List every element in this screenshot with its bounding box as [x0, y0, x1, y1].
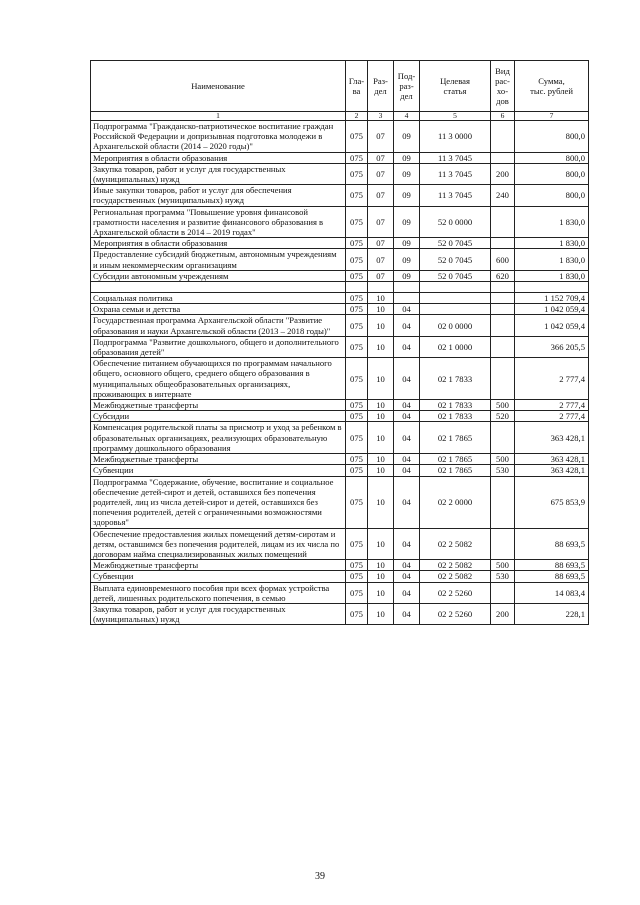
- row-subsection: 04: [394, 476, 420, 528]
- row-chapter: 075: [346, 304, 368, 315]
- table-body: [91, 121, 589, 625]
- table-row: [91, 465, 589, 476]
- row-sum: 800,0: [515, 121, 589, 153]
- row-expense: [491, 238, 515, 249]
- row-expense: 530: [491, 465, 515, 476]
- row-chapter: 075: [346, 465, 368, 476]
- row-name: Региональная программа "Повышение уровня финансовой грамотности населения и развитие финансового образования в Архангельской области в 2014 – 2019 годах": [91, 206, 346, 238]
- header-name: Наименование: [91, 61, 346, 112]
- row-section: 10: [368, 358, 394, 400]
- row-target: 02 0 0000: [420, 315, 491, 336]
- row-name: Выплата единовременного пособия при всех формах устройства детей, лишенных родительского попечения, в семью: [91, 582, 346, 603]
- row-subsection: 04: [394, 582, 420, 603]
- row-name: Компенсация родительской платы за присмотр и уход за ребенком в образовательных организациях, реализующих образовательную программу дошкольного образования: [91, 422, 346, 454]
- row-expense: [491, 206, 515, 238]
- row-target: 11 3 0000: [420, 121, 491, 153]
- row-expense: 240: [491, 185, 515, 206]
- row-name: Субсидии: [91, 411, 346, 422]
- row-name: Мероприятия в области образования: [91, 238, 346, 249]
- row-sum: 1 830,0: [515, 270, 589, 281]
- row-section: 07: [368, 270, 394, 281]
- row-expense: [491, 528, 515, 560]
- row-expense: [491, 336, 515, 357]
- row-chapter: 075: [346, 603, 368, 624]
- row-section: 10: [368, 336, 394, 357]
- col-number: 7: [515, 112, 589, 121]
- page-number: 39: [315, 871, 325, 882]
- row-chapter: [346, 282, 368, 293]
- row-section: 10: [368, 465, 394, 476]
- row-section: 10: [368, 571, 394, 582]
- column-number-row: [91, 112, 589, 121]
- row-target: [420, 282, 491, 293]
- row-subsection: 04: [394, 358, 420, 400]
- col-number: 1: [91, 112, 346, 121]
- row-target: 11 3 7045: [420, 185, 491, 206]
- row-chapter: 075: [346, 206, 368, 238]
- table-row: [91, 411, 589, 422]
- row-chapter: 075: [346, 476, 368, 528]
- row-chapter: 075: [346, 411, 368, 422]
- row-section: 10: [368, 582, 394, 603]
- row-chapter: 075: [346, 315, 368, 336]
- row-expense: 520: [491, 411, 515, 422]
- row-expense: [491, 422, 515, 454]
- table-row: [91, 422, 589, 454]
- budget-table: [90, 60, 589, 625]
- table-row: [91, 238, 589, 249]
- row-section: 10: [368, 528, 394, 560]
- header-subsection: Под- раз- дел: [394, 61, 420, 112]
- row-sum: 1 042 059,4: [515, 304, 589, 315]
- row-expense: [491, 476, 515, 528]
- row-expense: 530: [491, 571, 515, 582]
- row-name: Государственная программа Архангельской области "Развитие образования и науки Архангельской области (2013 – 2018 годы)": [91, 315, 346, 336]
- row-section: 07: [368, 249, 394, 270]
- table-row: [91, 121, 589, 153]
- row-sum: 800,0: [515, 163, 589, 184]
- row-expense: 620: [491, 270, 515, 281]
- table-row: [91, 454, 589, 465]
- row-target: 02 1 7833: [420, 411, 491, 422]
- row-section: 10: [368, 411, 394, 422]
- table-row: [91, 206, 589, 238]
- row-target: 52 0 0000: [420, 206, 491, 238]
- row-chapter: 075: [346, 238, 368, 249]
- row-subsection: 09: [394, 163, 420, 184]
- row-name: Предоставление субсидий бюджетным, автономным учреждениям и иным некоммерческим организациям: [91, 249, 346, 270]
- row-chapter: 075: [346, 582, 368, 603]
- row-subsection: 04: [394, 315, 420, 336]
- row-target: 02 2 5082: [420, 560, 491, 571]
- row-subsection: [394, 293, 420, 304]
- row-subsection: 04: [394, 336, 420, 357]
- row-sum: 88 693,5: [515, 528, 589, 560]
- row-subsection: [394, 282, 420, 293]
- table-row: [91, 603, 589, 624]
- header-section: Раз- дел: [368, 61, 394, 112]
- row-name: [91, 282, 346, 293]
- header-target: Целевая статья: [420, 61, 491, 112]
- table-row: [91, 185, 589, 206]
- header-chapter: Гла- ва: [346, 61, 368, 112]
- row-sum: 1 830,0: [515, 249, 589, 270]
- row-expense: 200: [491, 163, 515, 184]
- row-name: Охрана семьи и детства: [91, 304, 346, 315]
- row-sum: 88 693,5: [515, 560, 589, 571]
- table-row: [91, 163, 589, 184]
- row-name: Субвенции: [91, 571, 346, 582]
- table-header-row: [91, 61, 589, 112]
- row-expense: 600: [491, 249, 515, 270]
- table-row: [91, 476, 589, 528]
- row-section: 10: [368, 603, 394, 624]
- row-target: 02 1 7865: [420, 465, 491, 476]
- row-section: 10: [368, 315, 394, 336]
- row-subsection: 09: [394, 238, 420, 249]
- row-sum: 1 152 709,4: [515, 293, 589, 304]
- row-name: Межбюджетные трансферты: [91, 454, 346, 465]
- row-section: 10: [368, 454, 394, 465]
- row-expense: [491, 358, 515, 400]
- row-section: 07: [368, 163, 394, 184]
- row-expense: [491, 121, 515, 153]
- row-expense: [491, 152, 515, 163]
- row-target: 11 3 7045: [420, 163, 491, 184]
- row-target: [420, 293, 491, 304]
- row-target: 11 3 7045: [420, 152, 491, 163]
- row-section: 07: [368, 152, 394, 163]
- row-name: Обеспечение питанием обучающихся по программам начального общего, основного общего, среднего общего образования в муниципальных общеобразовательных организациях, проживающих в интернате: [91, 358, 346, 400]
- row-subsection: 04: [394, 454, 420, 465]
- row-chapter: 075: [346, 336, 368, 357]
- row-sum: 2 777,4: [515, 400, 589, 411]
- table-row: [91, 152, 589, 163]
- row-subsection: 04: [394, 400, 420, 411]
- row-section: [368, 282, 394, 293]
- row-expense: 500: [491, 560, 515, 571]
- row-subsection: 04: [394, 422, 420, 454]
- row-section: 10: [368, 560, 394, 571]
- row-sum: [515, 282, 589, 293]
- row-sum: 800,0: [515, 185, 589, 206]
- row-subsection: 09: [394, 152, 420, 163]
- row-name: Подпрограмма "Гражданско-патриотическое воспитание граждан Российской Федерации и допризывная подготовка молодежи в Архангельской области (2014 – 2020 годы)": [91, 121, 346, 153]
- table-row: [91, 528, 589, 560]
- row-name: Межбюджетные трансферты: [91, 400, 346, 411]
- row-target: 52 0 7045: [420, 270, 491, 281]
- col-number: 2: [346, 112, 368, 121]
- table-row: [91, 560, 589, 571]
- row-subsection: 09: [394, 206, 420, 238]
- row-target: [420, 304, 491, 315]
- table-row: [91, 336, 589, 357]
- row-section: 10: [368, 422, 394, 454]
- row-chapter: 075: [346, 571, 368, 582]
- table-row: [91, 293, 589, 304]
- row-target: 02 1 7865: [420, 422, 491, 454]
- row-section: 07: [368, 121, 394, 153]
- row-chapter: 075: [346, 422, 368, 454]
- col-number: 3: [368, 112, 394, 121]
- row-subsection: 09: [394, 121, 420, 153]
- row-section: 07: [368, 238, 394, 249]
- row-sum: 2 777,4: [515, 411, 589, 422]
- row-target: 52 0 7045: [420, 249, 491, 270]
- row-expense: 500: [491, 400, 515, 411]
- row-subsection: 09: [394, 270, 420, 281]
- row-chapter: 075: [346, 400, 368, 411]
- table-row: [91, 571, 589, 582]
- row-sum: 675 853,9: [515, 476, 589, 528]
- row-target: 02 2 5082: [420, 571, 491, 582]
- budget-table-container: [90, 60, 588, 625]
- row-target: 02 1 0000: [420, 336, 491, 357]
- row-expense: 500: [491, 454, 515, 465]
- row-sum: 2 777,4: [515, 358, 589, 400]
- row-chapter: 075: [346, 293, 368, 304]
- row-expense: [491, 293, 515, 304]
- row-target: 52 0 7045: [420, 238, 491, 249]
- row-expense: 200: [491, 603, 515, 624]
- row-sum: 1 830,0: [515, 206, 589, 238]
- row-sum: 363 428,1: [515, 465, 589, 476]
- header-expense: Вид рас- хо- дов: [491, 61, 515, 112]
- row-subsection: 04: [394, 465, 420, 476]
- row-target: 02 2 5260: [420, 603, 491, 624]
- col-number: 4: [394, 112, 420, 121]
- row-chapter: 075: [346, 560, 368, 571]
- row-subsection: 04: [394, 603, 420, 624]
- row-name: Закупка товаров, работ и услуг для государственных (муниципальных) нужд: [91, 163, 346, 184]
- table-row: [91, 582, 589, 603]
- row-chapter: 075: [346, 152, 368, 163]
- row-subsection: 04: [394, 560, 420, 571]
- table-row: [91, 315, 589, 336]
- row-name: Иные закупки товаров, работ и услуг для обеспечения государственных (муниципальных) нужд: [91, 185, 346, 206]
- table-row: [91, 400, 589, 411]
- row-sum: 1 042 059,4: [515, 315, 589, 336]
- row-name: Субвенции: [91, 465, 346, 476]
- row-target: 02 2 0000: [420, 476, 491, 528]
- row-name: Закупка товаров, работ и услуг для государственных (муниципальных) нужд: [91, 603, 346, 624]
- row-sum: 366 205,5: [515, 336, 589, 357]
- table-row: [91, 358, 589, 400]
- row-sum: 1 830,0: [515, 238, 589, 249]
- row-expense: [491, 304, 515, 315]
- row-target: 02 1 7865: [420, 454, 491, 465]
- row-chapter: 075: [346, 358, 368, 400]
- row-sum: 363 428,1: [515, 422, 589, 454]
- row-chapter: 075: [346, 185, 368, 206]
- table-row-blank: [91, 282, 589, 293]
- row-section: 10: [368, 400, 394, 411]
- row-section: 10: [368, 293, 394, 304]
- row-section: 07: [368, 206, 394, 238]
- row-expense: [491, 282, 515, 293]
- row-target: 02 1 7833: [420, 400, 491, 411]
- row-target: 02 1 7833: [420, 358, 491, 400]
- row-name: Мероприятия в области образования: [91, 152, 346, 163]
- row-name: Субсидии автономным учреждениям: [91, 270, 346, 281]
- row-sum: 800,0: [515, 152, 589, 163]
- row-subsection: 04: [394, 571, 420, 582]
- row-chapter: 075: [346, 270, 368, 281]
- row-name: Подпрограмма "Развитие дошкольного, общего и дополнительного образования детей": [91, 336, 346, 357]
- row-section: 10: [368, 304, 394, 315]
- row-chapter: 075: [346, 121, 368, 153]
- row-subsection: 04: [394, 528, 420, 560]
- row-chapter: 075: [346, 454, 368, 465]
- col-number: 6: [491, 112, 515, 121]
- row-section: 07: [368, 185, 394, 206]
- row-sum: 14 083,4: [515, 582, 589, 603]
- table-row: [91, 249, 589, 270]
- table-row: [91, 270, 589, 281]
- row-subsection: 04: [394, 304, 420, 315]
- header-sum: Сумма, тыс. рублей: [515, 61, 589, 112]
- row-expense: [491, 315, 515, 336]
- table-row: [91, 304, 589, 315]
- row-sum: 228,1: [515, 603, 589, 624]
- row-chapter: 075: [346, 528, 368, 560]
- row-subsection: 09: [394, 249, 420, 270]
- row-sum: 88 693,5: [515, 571, 589, 582]
- row-target: 02 2 5260: [420, 582, 491, 603]
- row-chapter: 075: [346, 163, 368, 184]
- col-number: 5: [420, 112, 491, 121]
- row-expense: [491, 582, 515, 603]
- row-name: Обеспечение предоставления жилых помещений детям-сиротам и детям, оставшимся без попечения родителей, лицам из их числа по договорам найма специализированных жилых помещений: [91, 528, 346, 560]
- row-subsection: 04: [394, 411, 420, 422]
- row-sum: 363 428,1: [515, 454, 589, 465]
- row-section: 10: [368, 476, 394, 528]
- row-name: Социальная политика: [91, 293, 346, 304]
- row-subsection: 09: [394, 185, 420, 206]
- row-target: 02 2 5082: [420, 528, 491, 560]
- row-name: Межбюджетные трансферты: [91, 560, 346, 571]
- row-name: Подпрограмма "Содержание, обучение, воспитание и социальное обеспечение детей-сирот и детей, оставшихся без попечения родителей, лиц из числа детей-сирот и детей, оставшихся без попечения родителей, детей с ограниченными возможностями здоровья": [91, 476, 346, 528]
- row-chapter: 075: [346, 249, 368, 270]
